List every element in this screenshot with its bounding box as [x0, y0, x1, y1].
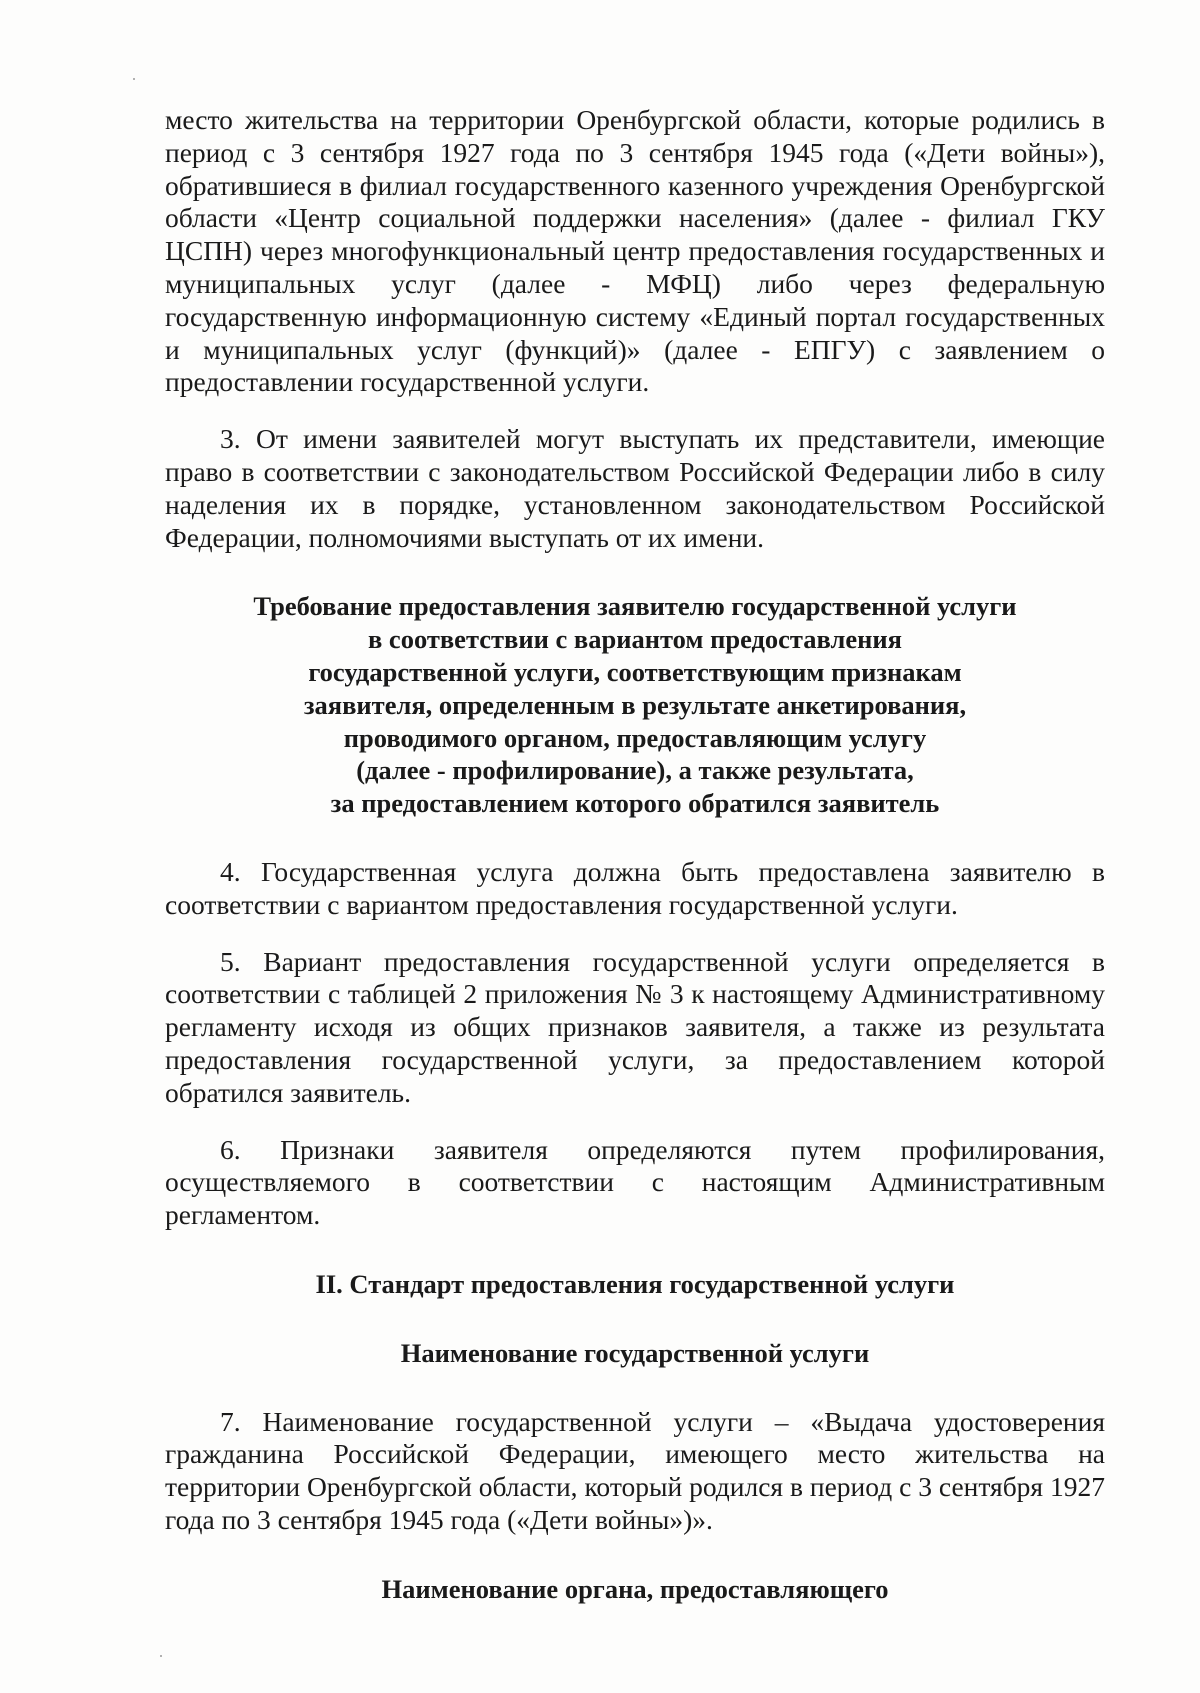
heading-section-2: II. Стандарт предоставления государственной услуги [315, 1268, 955, 1299]
page-content [165, 104, 1105, 1605]
paragraph-5: 5. Вариант предоставления государственной услуги определяется в соответствии с таблицей 2 приложения № 3 к настоящему Административному регламенту исходя из общих признаков заявителя, а также из результата предоставления государственной услуги, за предоставлением которой обратился заявитель. [165, 945, 1105, 1108]
heading-line: Требование предоставления заявителю государственной услуги [253, 591, 1017, 622]
heading-line: проводимого органом, предоставляющим услугу [343, 722, 927, 753]
heading-organ: Наименование органа, предоставляющего [381, 1573, 889, 1604]
paragraph-3: 3. От имени заявителей могут выступать их представители, имеющие право в соответствии с законодательством Российской Федерации либо в силу наделения их в порядке, установленном законодательством Российской Федерации, полномочиями выступать от их имени. [165, 423, 1105, 553]
heading-line: в соответствии с вариантом предоставления [368, 624, 902, 655]
scan-speck [133, 78, 135, 80]
paragraph-6: 6. Признаки заявителя определяются путем профилирования, осуществляемого в соответствии с настоящим Административным регламентом. [165, 1133, 1105, 1231]
heading-line: (далее - профилирование), а также результата, [356, 755, 914, 786]
heading-requirement [165, 590, 1105, 820]
scan-speck [160, 1655, 162, 1657]
paragraph-4: 4. Государственная услуга должна быть предоставлена заявителю в соответствии с вариантом предоставления государственной услуги. [165, 855, 1105, 920]
paragraph-intro: место жительства на территории Оренбургской области, которые родились в период с 3 сентября 1927 года по 3 сентября 1945 года («Дети войны»), обратившиеся в филиал государственного казенного учреждения Оренбургской области «Центр социальной поддержки населения» (далее - филиал ГКУ ЦСПН) через многофункциональный центр предоставления государственных и муниципальных услуг (далее - МФЦ) либо через федеральную государственную информационную систему «Единый портал государственных и муниципальных услуг (функций)» (далее - ЕПГУ) с заявлением о предоставлении государственной услуги. [165, 104, 1105, 398]
paragraph-7: 7. Наименование государственной услуги – «Выдача удостоверения гражданина Российской Федерации, имеющего место жительства на территории Оренбургской области, который родился в период с 3 сентября 1927 года по 3 сентября 1945 года («Дети войны»)». [165, 1405, 1105, 1535]
heading-service-name: Наименование государственной услуги [400, 1337, 870, 1368]
heading-line: государственной услуги, соответствующим признакам [308, 656, 962, 687]
heading-line: заявителя, определенным в результате анкетирования, [303, 689, 967, 720]
heading-line: за предоставлением которого обратился заявитель [330, 788, 940, 819]
